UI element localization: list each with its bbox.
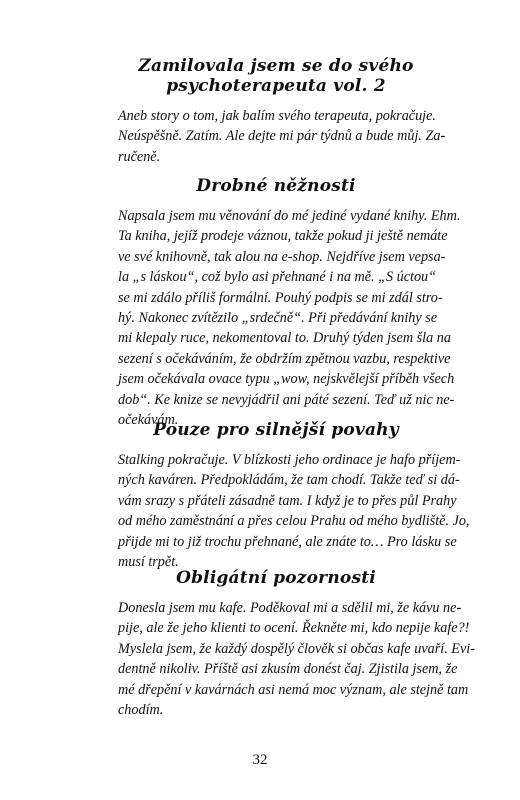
text-line: chodím. — [118, 702, 164, 719]
heading-line: Drobné něžnosti — [196, 176, 356, 196]
text-line: hý. Nakonec zvítězilo „srdečně“. Při předávání knihy se — [118, 310, 438, 327]
text-line: mé dřepění v kavárnách asi nemá moc význam, ale stejně tam — [118, 681, 469, 698]
heading-line: psychoterapeuta vol. 2 — [166, 76, 386, 96]
text-line: sezení s očekáváním, že obdržím zpětnou vazbu, respektive — [118, 350, 451, 367]
section-heading — [118, 568, 434, 588]
section-heading — [118, 176, 434, 196]
text-line: dob“. Ke knize se nevyjádřil ani páté sezení. Teď už nic ne- — [118, 391, 455, 408]
text-line: Donesla jsem mu kafe. Poděkoval mi a sdělil mi, že kávu ne- — [118, 600, 462, 616]
text-line: jsem očekávala ovace typu „wow, nejskvělejší příběh všech — [118, 371, 455, 388]
text-line: ručeně. — [118, 148, 161, 165]
text-line: ve své knihovně, tak alou na e-shop. Nejdříve jsem vepsa- — [118, 248, 446, 265]
text-line: la „s láskou“, což bylo asi přehnané i na mě. „S úctou“ — [118, 269, 437, 286]
heading-line: Pouze pro silnější povahy — [153, 420, 399, 440]
text-line: od mého zaměstnání a přes celou Prahu od mého bydliště. Jo, — [118, 513, 470, 530]
text-line: musí trpět. — [118, 554, 179, 571]
text-line: mi klepaly ruce, nekomentoval to. Druhý týden jsem šla na — [118, 330, 451, 347]
text-line: Neúspěšně. Zatím. Ale dejte mi pár týdnů a bude můj. Za- — [118, 128, 446, 145]
section-text — [118, 106, 446, 167]
text-line: přijde mi to již trochu přehnané, ale znáte to… Pro lásku se — [118, 533, 457, 550]
text-line: ných kaváren. Předpokládám, že tam chodí. Takže teď si dá- — [118, 472, 460, 489]
text-line: Stalking pokračuje. V blízkosti jeho ordinace je hafo příjem- — [118, 452, 461, 468]
section-text — [118, 206, 461, 430]
text-line: Napsala jsem mu věnování do mé jediné vydané knihy. Ehm. — [118, 208, 461, 224]
text-line: Myslela jsem, že každý dospělý člověk si občas kafe uvaří. Evi- — [118, 640, 475, 657]
section-text — [118, 450, 470, 572]
text-line: pije, ale že jeho klienti to ocení. Řekněte mi, kdo nepije kafe?! — [118, 620, 470, 637]
text-line: dentně nikoliv. Příště asi zkusím donést čaj. Zjistila jsem, že — [118, 661, 458, 678]
section-4 — [118, 568, 475, 720]
heading-line: Obligátní pozornosti — [176, 568, 376, 588]
section-3 — [118, 420, 470, 572]
text-line: Ta kniha, jejíž prodeje váznou, takže pokud ji ještě nemáte — [118, 228, 448, 245]
text-line: očekávám. — [118, 412, 179, 429]
section-heading — [118, 56, 434, 96]
text-line: Aneb story o tom, jak balím svého terapeuta, pokračuje. — [118, 108, 436, 124]
section-text — [118, 598, 475, 720]
heading-line: Zamilovala jsem se do svého — [138, 56, 414, 76]
text-line: se mi zdálo příliš formální. Pouhý podpis se mi zdál stro- — [118, 289, 443, 306]
section-2 — [118, 176, 461, 430]
page-number: 32 — [252, 752, 268, 768]
section-1 — [118, 56, 446, 167]
text-line: vám srazy s přáteli zásadně tam. I když je to přes půl Prahy — [118, 492, 457, 509]
section-heading — [118, 420, 434, 440]
